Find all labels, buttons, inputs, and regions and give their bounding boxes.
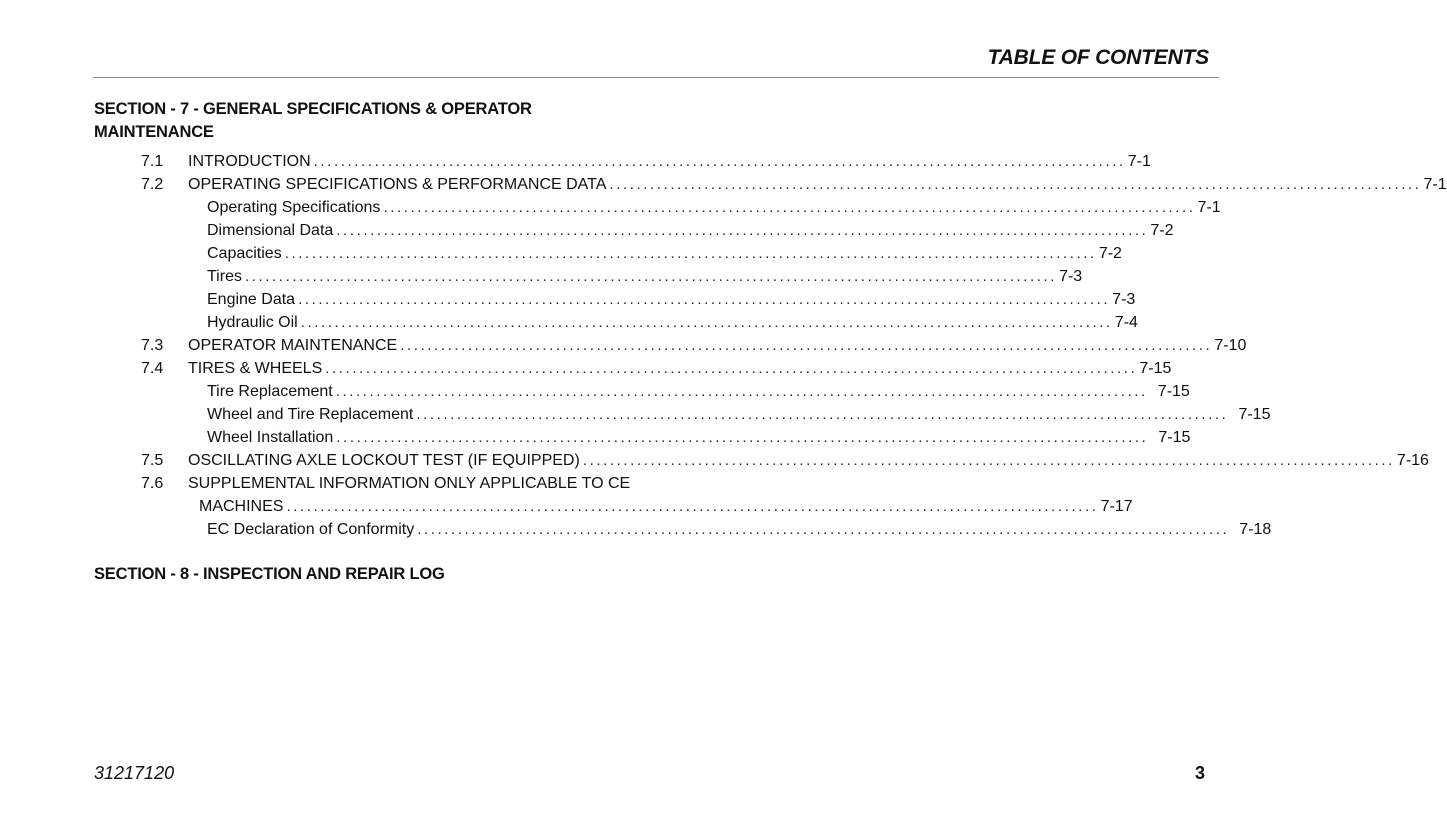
toc-entry-number: 7.4	[141, 360, 164, 377]
page-header-title: TABLE OF CONTENTS	[987, 46, 1209, 69]
toc-entry-page: 7-1	[1423, 176, 1447, 193]
toc-entry-page: 7-15	[1139, 360, 1172, 377]
toc-entry[interactable]	[207, 242, 1122, 265]
toc-entry-title: Wheel and Tire Replacement	[207, 406, 414, 423]
toc-entry-title: OSCILLATING AXLE LOCKOUT TEST (IF EQUIPPED)	[188, 452, 580, 469]
toc-entry-title: Operating Specifications	[207, 199, 381, 216]
toc-leader-dots: ........................................................................................................................	[325, 360, 1138, 377]
toc-entry-title: TIRES & WHEELS	[188, 360, 323, 377]
toc-entry-title: MACHINES	[199, 498, 284, 515]
toc-leader-dots: ........................................................................................................................	[417, 521, 1230, 538]
toc-entry[interactable]	[207, 380, 1190, 403]
toc-entry-title: EC Declaration of Conformity	[207, 521, 415, 538]
section-8-heading: SECTION - 8 - INSPECTION AND REPAIR LOG	[94, 565, 445, 583]
toc-entry-number: 7.6	[141, 475, 164, 492]
toc-entry-page: 7-2	[1150, 222, 1174, 239]
toc-entry-title: Tire Replacement	[207, 383, 333, 400]
toc-entry[interactable]	[141, 150, 1151, 173]
toc-entry[interactable]	[207, 518, 1272, 541]
toc-leader-dots: ........................................................................................................................	[300, 314, 1113, 331]
section-7-heading: SECTION - 7 - GENERAL SPECIFICATIONS & OPERATOR MAINTENANCE	[94, 100, 532, 141]
toc-leader-dots: ........................................................................................................................	[336, 429, 1149, 446]
toc-entry[interactable]	[141, 449, 1429, 472]
toc-entry-page: 7-4	[1114, 314, 1138, 331]
toc-leader-dots: ........................................................................................................................	[609, 176, 1422, 193]
toc-entry[interactable]	[207, 196, 1221, 219]
toc-entry-page: 7-1	[1127, 153, 1151, 170]
toc-leader-dots: ........................................................................................................................	[383, 199, 1196, 216]
toc-entry-page: 7-15	[1158, 429, 1191, 446]
toc-leader-dots: ........................................................................................................................	[313, 153, 1126, 170]
toc-entry-title: SUPPLEMENTAL INFORMATION ONLY APPLICABLE TO CE	[188, 475, 631, 492]
toc-entry[interactable]	[141, 334, 1247, 357]
toc-entry-title: Dimensional Data	[207, 222, 334, 239]
toc-leader-dots: ........................................................................................................................	[400, 337, 1213, 354]
toc-entry[interactable]	[141, 173, 1447, 196]
toc-entry-title: Hydraulic Oil	[207, 314, 298, 331]
footer-page-number: 3	[1194, 763, 1205, 783]
toc-leader-dots: ........................................................................................................................	[284, 245, 1097, 262]
toc-entry[interactable]	[207, 265, 1083, 288]
toc-entry-page: 7-18	[1239, 521, 1272, 538]
toc-entry-title: OPERATOR MAINTENANCE	[188, 337, 398, 354]
toc-entry[interactable]	[207, 219, 1174, 242]
toc-entry[interactable]	[141, 472, 637, 495]
toc-entry-number: 7.3	[141, 337, 164, 354]
toc-entry-page: 7-16	[1396, 452, 1429, 469]
toc-entry[interactable]	[141, 357, 1172, 380]
header-rule	[93, 77, 1219, 78]
toc-entry-page: 7-2	[1098, 245, 1122, 262]
toc-entry[interactable]	[207, 311, 1138, 334]
toc-entry-page: 7-15	[1157, 383, 1190, 400]
toc-entry-title: Wheel Installation	[207, 429, 334, 446]
toc-entry-page: 7-3	[1112, 291, 1136, 308]
toc-leader-dots: ........................................................................................................................	[286, 498, 1099, 515]
toc-entry-title: Engine Data	[207, 291, 296, 308]
toc-entry-page: 7-17	[1100, 498, 1133, 515]
toc-entry-title: INTRODUCTION	[188, 153, 311, 170]
toc-leader-dots: ........................................................................................................................	[244, 268, 1058, 285]
toc-entry-page: 7-1	[1197, 199, 1221, 216]
toc-entry-page: 7-3	[1059, 268, 1083, 285]
toc-entry[interactable]	[207, 288, 1136, 311]
toc-entry[interactable]	[199, 495, 1133, 518]
toc-leader-dots: ........................................................................................................................	[298, 291, 1111, 308]
footer-doc-number: 31217120	[94, 763, 175, 783]
toc-entry[interactable]	[207, 426, 1191, 449]
toc-entry-title: Capacities	[207, 245, 282, 262]
toc-entry[interactable]	[207, 403, 1271, 426]
toc-entry-title: Tires	[207, 268, 242, 285]
toc-entry-page: 7-15	[1238, 406, 1271, 423]
toc-entry-number: 7.5	[141, 452, 164, 469]
toc-leader-dots: ........................................................................................................................	[336, 222, 1149, 239]
toc-entry-page: 7-10	[1214, 337, 1247, 354]
toc-leader-dots: ........................................................................................................................	[335, 383, 1148, 400]
toc-leader-dots: ........................................................................................................................	[582, 452, 1395, 469]
toc-entry-number: 7.2	[141, 176, 164, 193]
toc-leader-dots: ........................................................................................................................	[416, 406, 1229, 423]
toc-entry-number: 7.1	[141, 153, 164, 170]
toc-entry-title: OPERATING SPECIFICATIONS & PERFORMANCE DATA	[188, 176, 607, 193]
